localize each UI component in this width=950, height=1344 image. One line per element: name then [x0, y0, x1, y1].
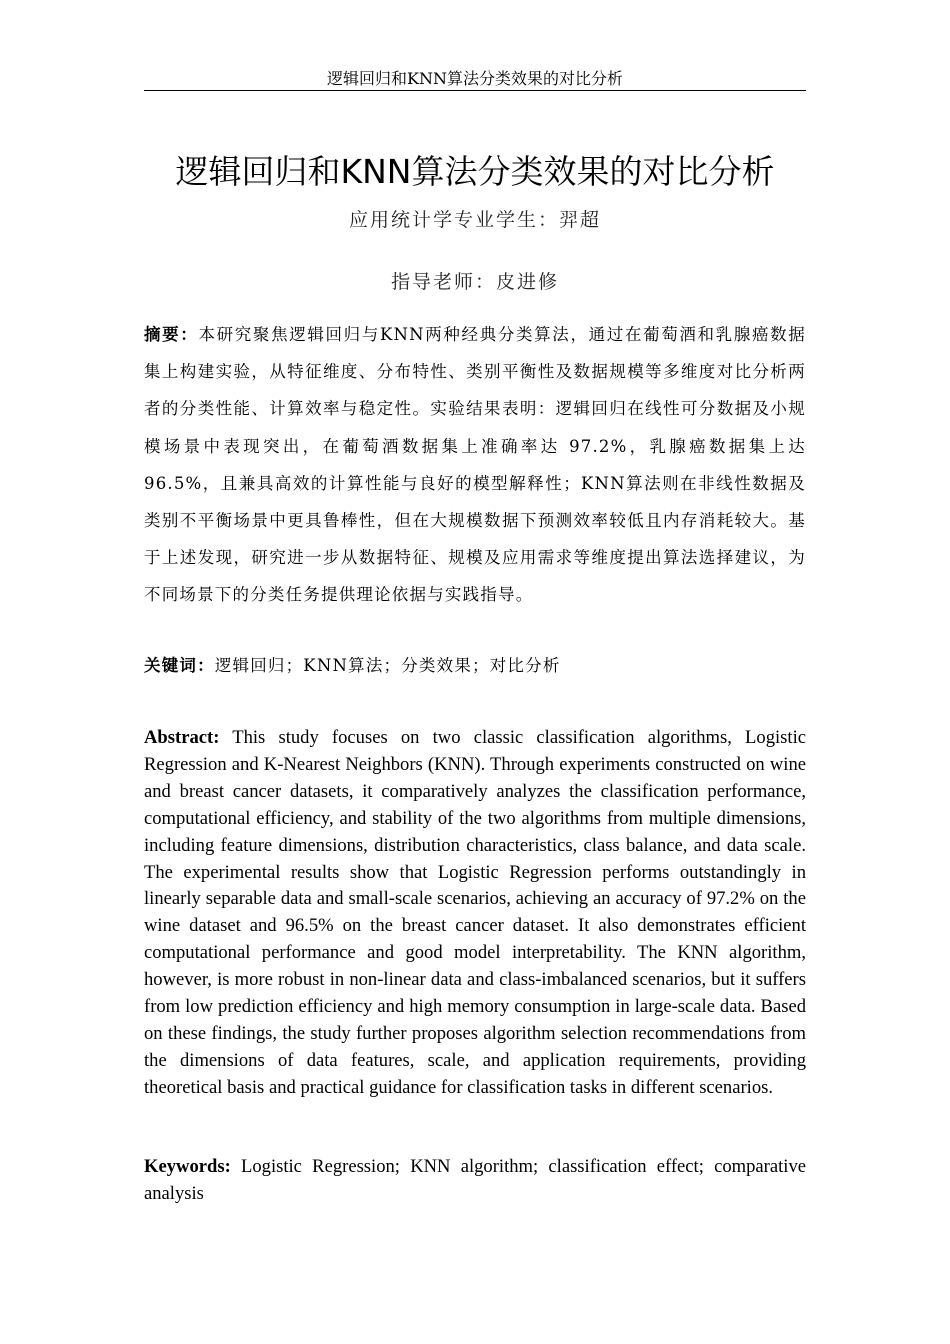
english-keywords-label: Keywords:	[144, 1156, 231, 1177]
advisor-line: 指导老师：皮进修	[390, 271, 559, 293]
english-abstract-label: Abstract:	[144, 727, 220, 748]
english-keywords	[144, 1154, 806, 1208]
english-keywords-text: Logistic Regression; KNN algorithm; classification effect; comparative analysis	[144, 1156, 806, 1204]
chinese-keywords	[144, 653, 806, 679]
running-header: 逻辑回归和KNN算法分类效果的对比分析	[327, 69, 623, 88]
chinese-abstract-text: 本研究聚焦逻辑回归与KNN两种经典分类算法，通过在葡萄酒和乳腺癌数据集上构建实验，从特征维度、分布特性、类别平衡性及数据规模等多维度对比分析两者的分类性能、计算效率与稳定性。实验结果表明：逻辑回归在线性可分数据及小规模场景中表现突出，在葡萄酒数据集上准确率达 97.2%，乳腺癌数据集上达 96.5%，且兼具高效的计算性能与良好的模型解释性；KNN算法则在非线性数据及类别不平衡场景中更具鲁棒性，但在大规模数据下预测效率较低且内存消耗较大。基于上述发现，研究进一步从数据特征、规模及应用需求等维度提出算法选择建议，为不同场景下的分类任务提供理论依据与实践指导。	[144, 325, 806, 605]
paper-title: 逻辑回归和KNN算法分类效果的对比分析	[175, 152, 775, 192]
english-abstract	[144, 725, 806, 1102]
chinese-keywords-label: 关键词：	[144, 656, 215, 675]
chinese-abstract-label: 摘要：	[144, 325, 199, 344]
header-rule	[144, 90, 806, 91]
chinese-abstract	[144, 316, 806, 614]
student-line: 应用统计学专业学生：羿超	[348, 209, 601, 231]
chinese-keywords-text: 逻辑回归；KNN算法；分类效果；对比分析	[214, 656, 561, 675]
english-abstract-text: This study focuses on two classic classification algorithms, Logistic Regression and K-Nearest Neighbors (KNN). Through experiments constructed on wine and breast cancer datasets, it comparatively analyzes the classification performance, computational efficiency, and stability of the two algorithms from multiple dimensions, including feature dimensions, distribution characteristics, class balance, and data scale. The experimental results show that Logistic Regression performs outstandingly in linearly separable data and small-scale scenarios, achieving an accuracy of 97.2% on the wine dataset and 96.5% on the breast cancer dataset. It also demonstrates efficient computational performance and good model interpretability. The KNN algorithm, however, is more robust in non-linear data and class-imbalanced scenarios, but it suffers from low prediction efficiency and high memory consumption in large-scale data. Based on these findings, the study further proposes algorithm selection recommendations from the dimensions of data features, scale, and application requirements, providing theoretical basis and practical guidance for classification tasks in different scenarios.	[144, 727, 806, 1098]
